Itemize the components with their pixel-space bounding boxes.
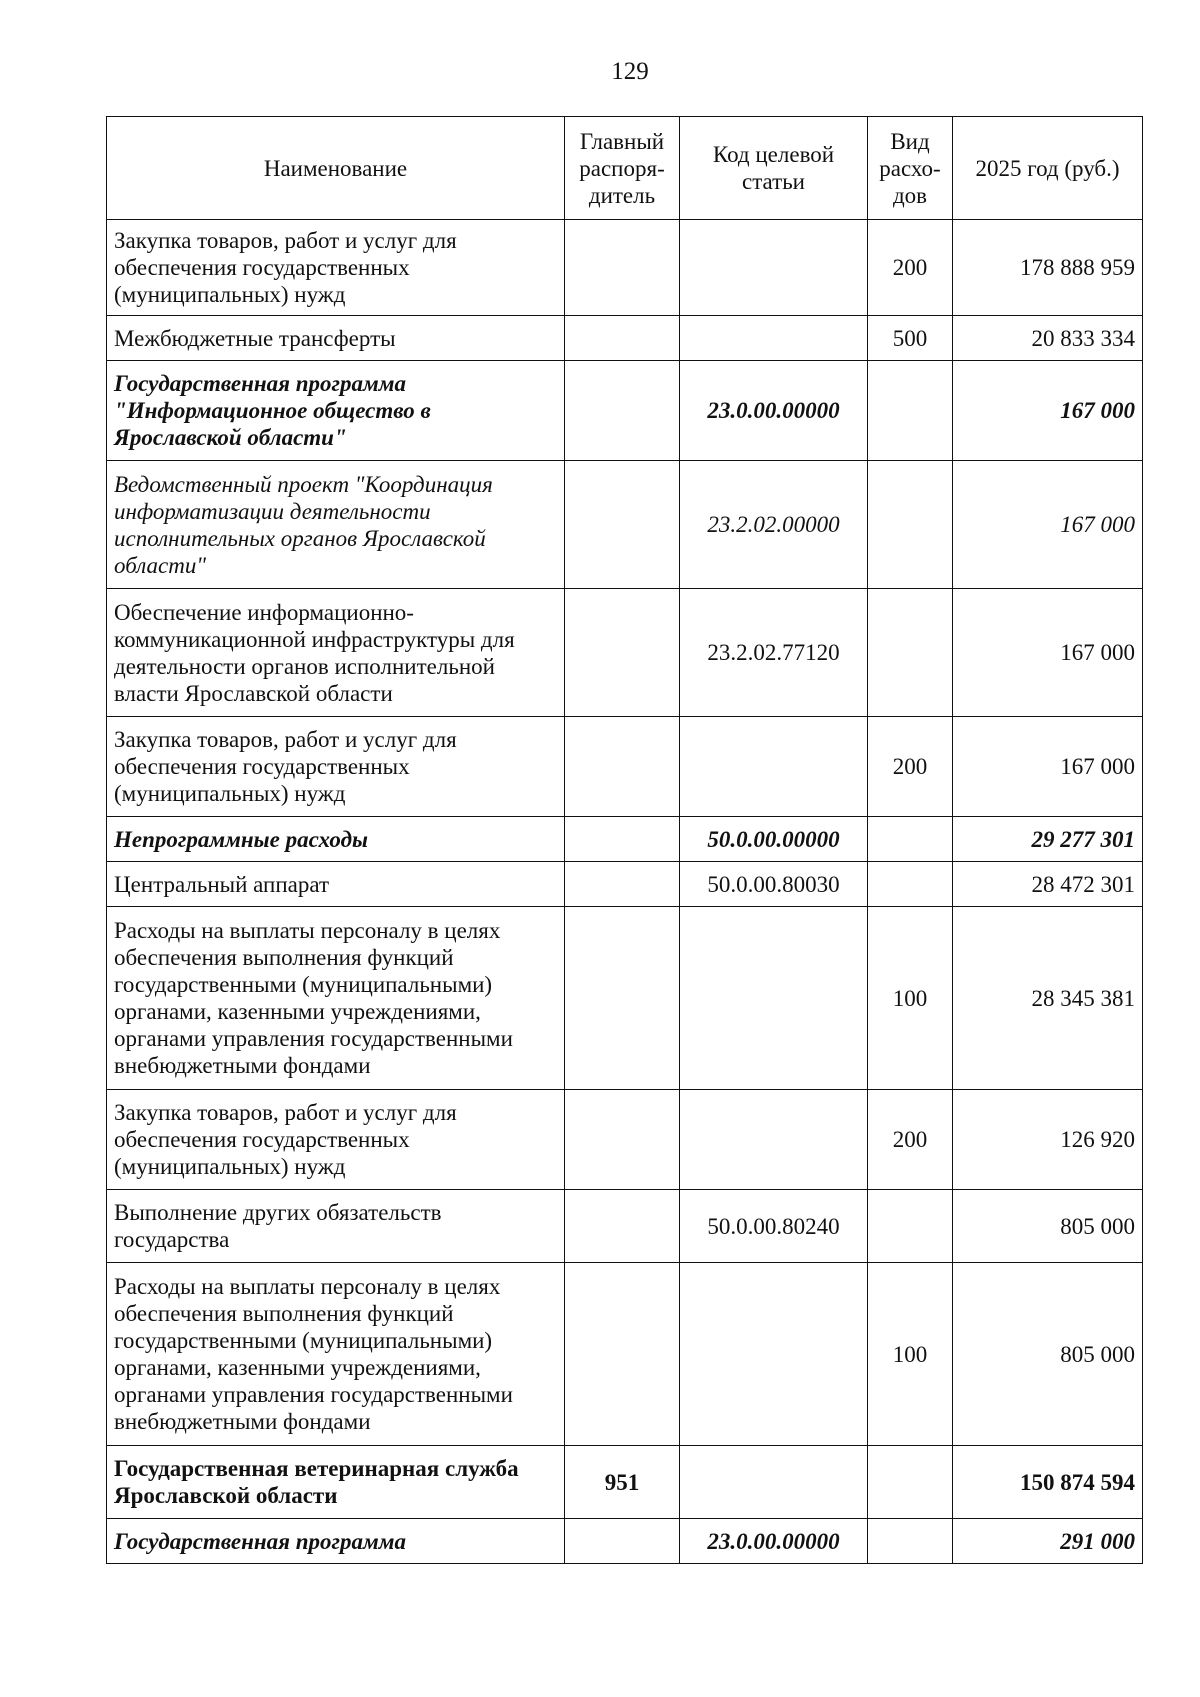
cell-kind: 500 [868,316,953,361]
cell-code [680,717,868,817]
cell-sum: 167 000 [953,717,1143,817]
cell-sum: 150 874 594 [953,1446,1143,1519]
cell-main [565,1263,680,1446]
table-row [107,361,1143,461]
cell-code: 23.2.02.77120 [680,589,868,717]
cell-main [565,461,680,589]
cell-sum: 167 000 [953,461,1143,589]
cell-main [565,316,680,361]
table-row [107,862,1143,907]
cell-name: Закупка товаров, работ и услуг для обеспечения государственных (муниципальных) нужд [107,1090,565,1190]
cell-sum: 28 345 381 [953,907,1143,1090]
cell-code: 50.0.00.00000 [680,817,868,862]
cell-sum: 29 277 301 [953,817,1143,862]
table-row [107,717,1143,817]
cell-main [565,1519,680,1564]
cell-name: Ведомственный проект "Координация информатизации деятельности исполнительных органов Ярославской области" [107,461,565,589]
cell-kind: 200 [868,220,953,316]
header-amount-2025: 2025 год (руб.) [953,117,1143,220]
cell-main: 951 [565,1446,680,1519]
cell-kind [868,862,953,907]
cell-main [565,589,680,717]
cell-sum: 20 833 334 [953,316,1143,361]
cell-main [565,862,680,907]
cell-code [680,220,868,316]
cell-kind [868,1190,953,1263]
cell-name: Закупка товаров, работ и услуг для обеспечения государственных (муниципальных) нужд [107,717,565,817]
cell-kind [868,817,953,862]
cell-main [565,1190,680,1263]
cell-sum: 167 000 [953,361,1143,461]
table-row [107,1263,1143,1446]
cell-kind [868,461,953,589]
cell-name: Обеспечение информационно-коммуникационной инфраструктуры для деятельности органов исполнительной власти Ярославской области [107,589,565,717]
header-expense-kind: Вид расхо-дов [868,117,953,220]
cell-code [680,907,868,1090]
table-row [107,1519,1143,1564]
cell-sum: 167 000 [953,589,1143,717]
cell-main [565,1090,680,1190]
header-main-manager: Главный распоря-дитель [565,117,680,220]
table-row [107,316,1143,361]
table-row [107,1090,1143,1190]
cell-name: Выполнение других обязательств государства [107,1190,565,1263]
cell-name: Государственная программа [107,1519,565,1564]
cell-code [680,316,868,361]
cell-sum: 805 000 [953,1190,1143,1263]
table-row [107,1446,1143,1519]
cell-name: Государственная программа "Информационное общество в Ярославской области" [107,361,565,461]
table-header-row [107,117,1143,220]
cell-kind [868,1446,953,1519]
cell-name: Закупка товаров, работ и услуг для обеспечения государственных (муниципальных) нужд [107,220,565,316]
cell-kind [868,361,953,461]
cell-sum: 28 472 301 [953,862,1143,907]
cell-kind: 200 [868,717,953,817]
cell-code: 23.0.00.00000 [680,1519,868,1564]
cell-code: 23.0.00.00000 [680,361,868,461]
cell-code [680,1263,868,1446]
cell-main [565,817,680,862]
cell-name: Государственная ветеринарная служба Ярославской области [107,1446,565,1519]
cell-main [565,717,680,817]
cell-code [680,1446,868,1519]
cell-code [680,1090,868,1190]
cell-kind: 100 [868,907,953,1090]
cell-main [565,907,680,1090]
header-target-code: Код целевой статьи [680,117,868,220]
cell-sum: 805 000 [953,1263,1143,1446]
cell-kind: 100 [868,1263,953,1446]
cell-kind [868,589,953,717]
cell-name: Расходы на выплаты персоналу в целях обеспечения выполнения функций государственными (муниципальными) органами, казенными учреждениями, органами управления государственными внебюджетными фондами [107,1263,565,1446]
page-number: 129 [611,58,649,85]
cell-name: Расходы на выплаты персоналу в целях обеспечения выполнения функций государственными (муниципальными) органами, казенными учреждениями, органами управления государственными внебюджетными фондами [107,907,565,1090]
table-row [107,461,1143,589]
cell-code: 50.0.00.80240 [680,1190,868,1263]
table-row [107,589,1143,717]
cell-sum: 178 888 959 [953,220,1143,316]
cell-main [565,220,680,316]
cell-kind [868,1519,953,1564]
table-row [107,907,1143,1090]
cell-sum: 126 920 [953,1090,1143,1190]
cell-name: Непрограммные расходы [107,817,565,862]
cell-name: Центральный аппарат [107,862,565,907]
cell-name: Межбюджетные трансферты [107,316,565,361]
table-row [107,1190,1143,1263]
cell-main [565,361,680,461]
cell-code: 50.0.00.80030 [680,862,868,907]
cell-sum: 291 000 [953,1519,1143,1564]
header-name: Наименование [107,117,565,220]
table-row [107,220,1143,316]
cell-kind: 200 [868,1090,953,1190]
cell-code: 23.2.02.00000 [680,461,868,589]
table-row [107,817,1143,862]
budget-table [106,116,1143,1564]
